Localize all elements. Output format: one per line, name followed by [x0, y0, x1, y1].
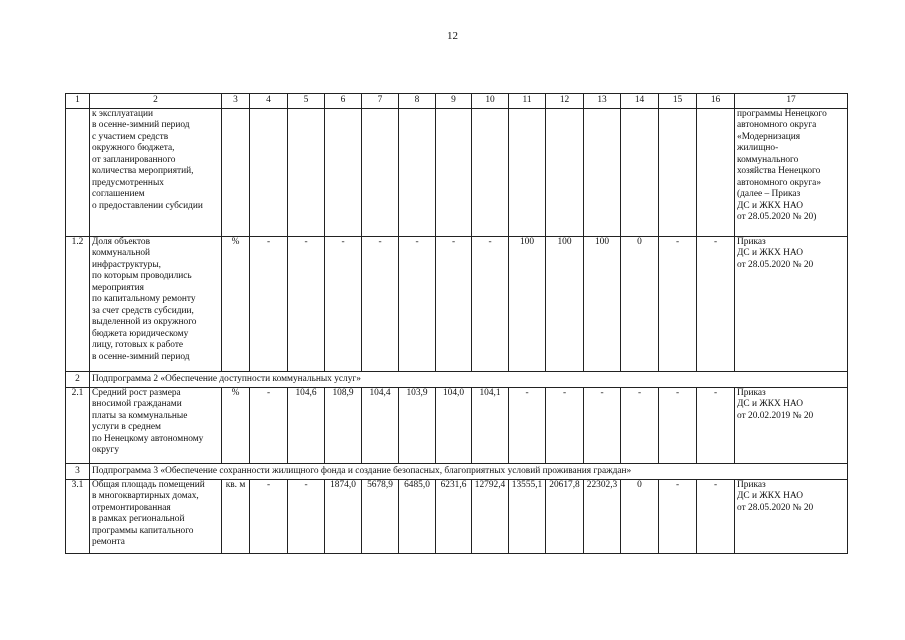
- value-cell: -: [509, 388, 546, 464]
- value-cell: 22302,3: [584, 480, 621, 554]
- value-cell: -: [250, 237, 288, 372]
- value-cell: [584, 109, 621, 237]
- source-document: программы Ненецкого автономного округа «Модернизация жилищно- коммунального хозяйства Ненецкого автономного округа» (далее – Приказ ДС и ЖКХ НАО от 28.05.2020 № 20): [735, 109, 848, 237]
- value-cell: [472, 109, 509, 237]
- indicator-name: Средний рост размера вносимой гражданами платы за коммунальные услуги в среднем по Ненецкому автономному округу: [90, 388, 222, 464]
- header-cell: 12: [546, 94, 584, 109]
- unit-cell: %: [222, 237, 250, 372]
- value-cell: -: [659, 480, 697, 554]
- value-cell: 1874,0: [325, 480, 362, 554]
- value-cell: 103,9: [399, 388, 436, 464]
- unit-cell: [222, 109, 250, 237]
- table-body: [66, 109, 848, 554]
- value-cell: -: [325, 237, 362, 372]
- value-cell: [436, 109, 472, 237]
- value-cell: -: [546, 388, 584, 464]
- value-cell: [697, 109, 735, 237]
- section-number: 3: [66, 464, 90, 480]
- section-number: 2: [66, 372, 90, 388]
- value-cell: -: [697, 237, 735, 372]
- value-cell: -: [288, 480, 325, 554]
- header-row: [66, 94, 848, 109]
- unit-cell: %: [222, 388, 250, 464]
- row-number: 3.1: [66, 480, 90, 554]
- page-number: 12: [447, 30, 458, 42]
- header-cell: 4: [250, 94, 288, 109]
- header-cell: 6: [325, 94, 362, 109]
- value-cell: -: [362, 237, 399, 372]
- row-number: 1.2: [66, 237, 90, 372]
- header-cell: 11: [509, 94, 546, 109]
- header-cell: 1: [66, 94, 90, 109]
- section-row: [66, 464, 848, 480]
- value-cell: 5678,9: [362, 480, 399, 554]
- value-cell: -: [472, 237, 509, 372]
- header-cell: 2: [90, 94, 222, 109]
- value-cell: -: [399, 237, 436, 372]
- value-cell: [250, 109, 288, 237]
- indicator-name: Общая площадь помещений в многоквартирных домах, отремонтированная в рамках региональной программы капитального ремонта: [90, 480, 222, 554]
- header-cell: 10: [472, 94, 509, 109]
- value-cell: -: [250, 480, 288, 554]
- header-cell: 3: [222, 94, 250, 109]
- value-cell: -: [436, 237, 472, 372]
- value-cell: 104,0: [436, 388, 472, 464]
- row-number: [66, 109, 90, 237]
- header-cell: 13: [584, 94, 621, 109]
- value-cell: 6485,0: [399, 480, 436, 554]
- value-cell: 100: [584, 237, 621, 372]
- value-cell: -: [621, 388, 659, 464]
- value-cell: 108,9: [325, 388, 362, 464]
- value-cell: [621, 109, 659, 237]
- row-number: 2.1: [66, 388, 90, 464]
- value-cell: 13555,1: [509, 480, 546, 554]
- section-title: Подпрограмма 3 «Обеспечение сохранности жилищного фонда и создание безопасных, благоприятных условий проживания граждан»: [90, 464, 848, 480]
- source-document: Приказ ДС и ЖКХ НАО от 28.05.2020 № 20: [735, 237, 848, 372]
- source-document: Приказ ДС и ЖКХ НАО от 28.05.2020 № 20: [735, 480, 848, 554]
- value-cell: 0: [621, 237, 659, 372]
- section-row: [66, 372, 848, 388]
- value-cell: [288, 109, 325, 237]
- value-cell: [546, 109, 584, 237]
- value-cell: 12792,4: [472, 480, 509, 554]
- header-cell: 16: [697, 94, 735, 109]
- source-document: Приказ ДС и ЖКХ НАО от 20.02.2019 № 20: [735, 388, 848, 464]
- section-title: Подпрограмма 2 «Обеспечение доступности коммунальных услуг»: [90, 372, 848, 388]
- value-cell: [509, 109, 546, 237]
- value-cell: 6231,6: [436, 480, 472, 554]
- indicators-table: [65, 93, 848, 554]
- value-cell: -: [250, 388, 288, 464]
- header-cell: 9: [436, 94, 472, 109]
- value-cell: -: [697, 480, 735, 554]
- value-cell: -: [659, 388, 697, 464]
- indicator-name: Доля объектов коммунальной инфраструктуры, по которым проводились мероприятия по капитальному ремонту за счет средств субсидии, выделенной из окружного бюджета юридическому лицу, готовых к работе в осенне-зимний период: [90, 237, 222, 372]
- indicator-name: к эксплуатации в осенне-зимний период с участием средств окружного бюджета, от запланированного количества мероприятий, предусмотренных соглашением о предоставлении субсидии: [90, 109, 222, 237]
- header-cell: 8: [399, 94, 436, 109]
- value-cell: [659, 109, 697, 237]
- header-cell: 5: [288, 94, 325, 109]
- value-cell: 104,6: [288, 388, 325, 464]
- value-cell: 20617,8: [546, 480, 584, 554]
- unit-cell: кв. м: [222, 480, 250, 554]
- header-cell: 14: [621, 94, 659, 109]
- table-row: [66, 109, 848, 237]
- value-cell: -: [659, 237, 697, 372]
- value-cell: 0: [621, 480, 659, 554]
- header-cell: 7: [362, 94, 399, 109]
- value-cell: [325, 109, 362, 237]
- header-cell: 17: [735, 94, 848, 109]
- value-cell: -: [697, 388, 735, 464]
- value-cell: [362, 109, 399, 237]
- value-cell: 100: [546, 237, 584, 372]
- value-cell: [399, 109, 436, 237]
- table-row: [66, 237, 848, 372]
- value-cell: 100: [509, 237, 546, 372]
- value-cell: 104,1: [472, 388, 509, 464]
- value-cell: -: [288, 237, 325, 372]
- header-cell: 15: [659, 94, 697, 109]
- value-cell: -: [584, 388, 621, 464]
- value-cell: 104,4: [362, 388, 399, 464]
- table-row: [66, 480, 848, 554]
- table-row: [66, 388, 848, 464]
